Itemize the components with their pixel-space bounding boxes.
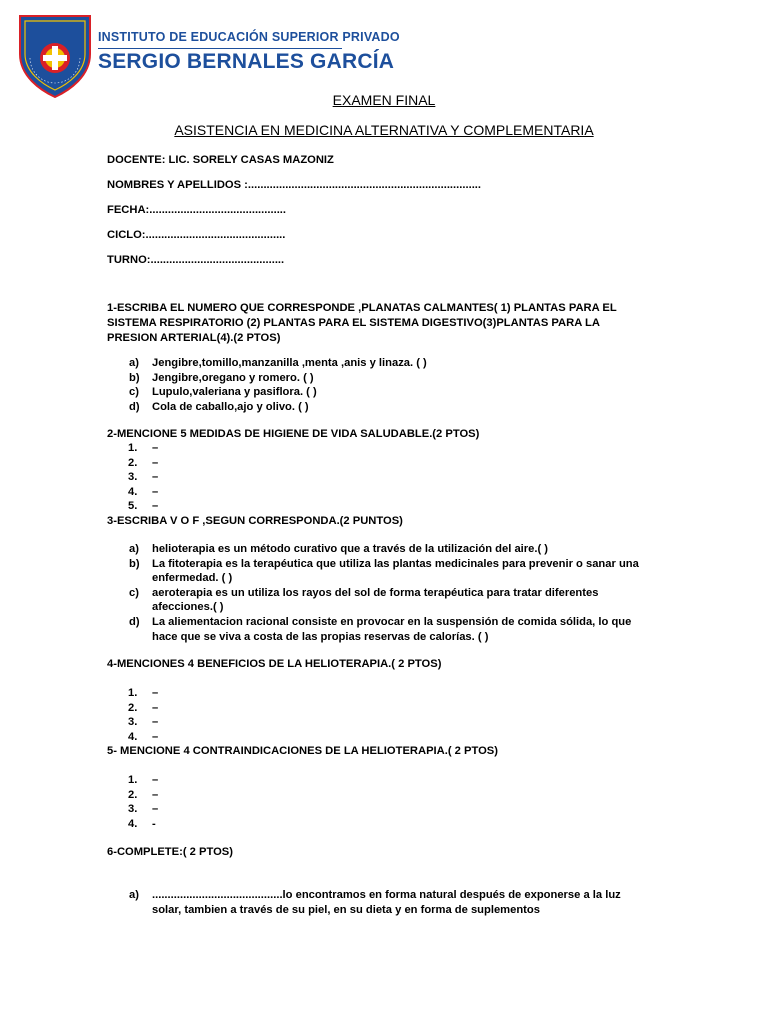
item-marker: 2.	[128, 788, 138, 801]
item-text: helioterapia es un método curativo que a través de la utilización del aire.( )	[152, 543, 549, 555]
item-text: aeroterapia es un utiliza los rayos del sol de forma terapéutica para tratar diferentes afecciones.( )	[152, 586, 599, 614]
header-divider	[98, 48, 342, 49]
list-item[interactable]	[107, 788, 158, 803]
list-item[interactable]	[107, 385, 647, 400]
item-text: –	[152, 716, 159, 729]
institution-logo	[18, 14, 92, 98]
course-title: ASISTENCIA EN MEDICINA ALTERNATIVA Y COMPLEMENTARIA	[174, 122, 594, 138]
item-marker: 1.	[128, 687, 138, 699]
item-marker: b)	[129, 371, 140, 384]
item-marker: a)	[129, 543, 139, 555]
list-item[interactable]	[107, 730, 158, 745]
ciclo-field[interactable]: CICLO:.............................................	[107, 229, 286, 241]
list-item[interactable]	[107, 557, 647, 586]
list-item[interactable]	[107, 888, 647, 917]
question-3-statements	[107, 542, 647, 644]
item-text: Cola de caballo,ajo y olivo. ( )	[152, 400, 309, 413]
item-text: –	[152, 730, 159, 743]
item-text: La fitoterapia es la terapéutica que utiliza las plantas medicinales para prevenir o sanar una enfermedad. ( )	[152, 557, 639, 585]
question-2: 2-MENCIONE 5 MEDIDAS DE HIGIENE DE VIDA SALUDABLE.(2 PTOS)	[107, 428, 480, 440]
question-5: 5- MENCIONE 4 CONTRAINDICACIONES DE LA HELIOTERAPIA.( 2 PTOS)	[107, 745, 498, 757]
question-1-options	[107, 356, 647, 414]
list-item[interactable]	[107, 499, 158, 514]
item-text: –	[152, 442, 159, 454]
list-item[interactable]	[107, 773, 158, 788]
item-text: Jengibre,oregano y romero. ( )	[152, 371, 314, 384]
list-item[interactable]	[107, 456, 158, 471]
item-marker: 1.	[128, 774, 138, 786]
item-text: –	[152, 788, 159, 801]
item-text: –	[152, 485, 159, 498]
item-marker: d)	[129, 400, 140, 413]
list-item[interactable]	[107, 400, 647, 415]
list-item[interactable]	[107, 586, 647, 615]
header	[18, 14, 400, 100]
exam-title: EXAMEN FINAL	[332, 92, 436, 108]
item-marker: c)	[129, 586, 139, 599]
question-2-answers	[107, 441, 158, 514]
item-marker: 1.	[128, 442, 138, 454]
question-5-answers	[107, 773, 158, 831]
item-marker: 4.	[128, 730, 138, 743]
question-1: 1-ESCRIBA EL NUMERO QUE CORRESPONDE ,PLANATAS CALMANTES( 1) PLANTAS PARA EL SISTEMA RESPIRATORIO (2) PLANTAS PARA EL SISTEMA DIGESTIVO(3)PLANTAS PARA LA PRESION ARTERIAL(4).(2 PTOS)	[107, 302, 617, 344]
turno-field[interactable]: TURNO:...........................................	[107, 254, 285, 266]
item-marker: c)	[129, 386, 139, 399]
item-marker: 2.	[128, 456, 138, 469]
list-item[interactable]	[107, 371, 647, 386]
docente-line: DOCENTE: LIC. SORELY CASAS MAZONIZ	[107, 154, 334, 166]
institution-type: INSTITUTO DE EDUCACIÓN SUPERIOR PRIVADO	[98, 30, 400, 44]
item-text: -	[152, 817, 156, 830]
item-marker: a)	[129, 357, 139, 369]
item-text: Lupulo,valeriana y pasiflora. ( )	[152, 386, 317, 399]
item-marker: 3.	[128, 716, 138, 729]
item-text: –	[152, 500, 159, 513]
item-marker: 4.	[128, 485, 138, 498]
item-marker: 5.	[128, 500, 138, 513]
list-item[interactable]	[107, 701, 158, 716]
question-6: 6-COMPLETE:( 2 PTOS)	[107, 846, 233, 858]
item-marker: a)	[129, 889, 139, 901]
item-marker: d)	[129, 615, 140, 628]
institution-name: SERGIO BERNALES GARCÍA	[98, 50, 395, 73]
item-marker: b)	[129, 557, 140, 570]
list-item[interactable]	[107, 802, 158, 817]
fecha-field[interactable]: FECHA:............................................	[107, 204, 287, 216]
question-4-answers	[107, 686, 158, 744]
nombres-field[interactable]: NOMBRES Y APELLIDOS :...........................................................................	[107, 179, 482, 191]
question-3: 3-ESCRIBA V O F ,SEGUN CORRESPONDA.(2 PUNTOS)	[107, 515, 403, 527]
item-marker: 3.	[128, 803, 138, 816]
item-text: –	[152, 687, 159, 699]
list-item[interactable]	[107, 485, 158, 500]
list-item[interactable]	[107, 715, 158, 730]
item-text: Jengibre,tomillo,manzanilla ,menta ,anis y linaza. ( )	[152, 357, 427, 369]
list-item[interactable]	[107, 817, 158, 832]
item-text: –	[152, 471, 159, 484]
question-4: 4-MENCIONES 4 BENEFICIOS DE LA HELIOTERAPIA.( 2 PTOS)	[107, 658, 442, 670]
question-6-items	[107, 888, 647, 917]
list-item[interactable]	[107, 441, 158, 456]
list-item[interactable]	[107, 470, 158, 485]
item-marker: 2.	[128, 701, 138, 714]
item-text: –	[152, 456, 159, 469]
item-text: La aliementacion racional consiste en provocar en la suspensión de comida sólida, lo que hace que se viva a costa de las propias reservas de calorías. ( )	[152, 615, 632, 643]
item-marker: 4.	[128, 817, 138, 830]
item-text: ..........................................lo encontramos en forma natural después de exponerse a la luz solar, tambien a través de su piel, en su dieta y en forma de suplementos	[152, 889, 621, 916]
item-text: –	[152, 803, 159, 816]
list-item[interactable]	[107, 356, 647, 371]
list-item[interactable]	[107, 686, 158, 701]
item-marker: 3.	[128, 471, 138, 484]
item-text: –	[152, 774, 159, 786]
list-item[interactable]	[107, 615, 647, 644]
item-text: –	[152, 701, 159, 714]
list-item[interactable]	[107, 542, 647, 557]
